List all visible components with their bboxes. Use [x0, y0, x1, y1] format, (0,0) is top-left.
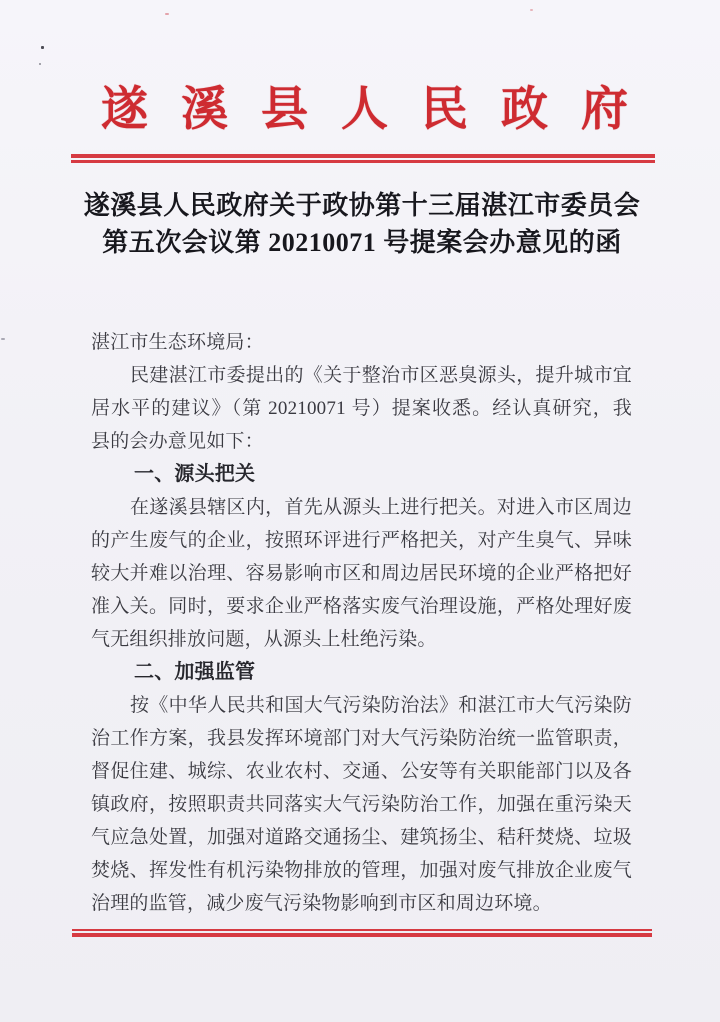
body-line: 督促住建、城综、农业农村、交通、公安等有关职能部门以及各 [91, 761, 632, 782]
letterhead-divider-rule [71, 154, 655, 163]
section-heading-2: 二、加强监管 [134, 661, 256, 683]
scan-speck [41, 46, 44, 49]
body-line: 居水平的建议》（第 20210071 号）提案收悉。经认真研究，我 [91, 398, 632, 419]
letterhead-agency-name: 遂溪县人民政府 [101, 84, 661, 136]
body-line: 的产生废气的企业，按照环评进行严格把关，对产生臭气、异味 [91, 530, 632, 551]
body-line: 较大并难以治理、容易影响市区和周边居民环境的企业严格把好 [91, 563, 632, 584]
body-line: 镇政府，按照职责共同落实大气污染防治工作，加强在重污染天 [91, 794, 632, 815]
document-title-line2: 第五次会议第 20210071 号提案会办意见的函 [102, 228, 622, 257]
body-line: 准入关。同时，要求企业严格落实废气治理设施，严格处理好废 [91, 596, 632, 617]
body-line: 按《中华人民共和国大气污染防治法》和湛江市大气污染防 [130, 695, 632, 716]
body-line: 气无组织排放问题，从源头上杜绝污染。 [91, 629, 437, 650]
body-line: 县的会办意见如下： [91, 431, 264, 452]
body-line: 治工作方案，我县发挥环境部门对大气污染防治统一监管职责， [91, 728, 632, 749]
scan-speck [1, 338, 5, 340]
recipient-line: 湛江市生态环境局： [91, 332, 264, 353]
body-line: 气应急处置，加强对道路交通扬尘、建筑扬尘、秸秆焚烧、垃圾 [91, 827, 632, 848]
document-body [91, 326, 632, 920]
section-heading-1: 一、源头把关 [134, 463, 256, 485]
scan-speck [530, 9, 533, 11]
body-line: 在遂溪县辖区内，首先从源头上进行把关。对进入市区周边 [130, 497, 632, 518]
rule-thin-line [71, 160, 655, 163]
document-title [72, 187, 652, 261]
footer-divider-rule [72, 929, 652, 937]
body-line: 民建湛江市委提出的《关于整治市区恶臭源头，提升城市宜 [130, 365, 632, 386]
rule-thick-line [72, 933, 652, 937]
scan-speck [165, 13, 169, 15]
document-title-line1: 遂溪县人民政府关于政协第十三届湛江市委员会 [83, 191, 641, 220]
body-line: 焚烧、挥发性有机污染物排放的管理，加强对废气排放企业废气 [91, 860, 632, 881]
body-line: 治理的监管，减少废气污染物影响到市区和周边环境。 [91, 893, 552, 914]
scan-speck [39, 63, 41, 65]
